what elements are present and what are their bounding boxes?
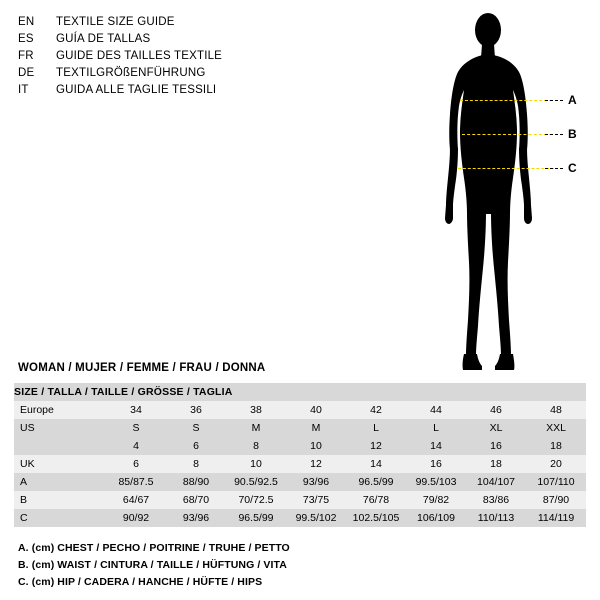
note-hip: C. (cm) HIP / CADERA / HANCHE / HÜFTE / HIPS bbox=[18, 576, 263, 588]
language-code-de: DE bbox=[18, 67, 35, 79]
row-label-b: B bbox=[14, 491, 106, 509]
cell: 73/75 bbox=[286, 491, 346, 509]
cell: 12 bbox=[286, 455, 346, 473]
cell: 14 bbox=[346, 455, 406, 473]
language-text-de: TEXTILGRÖßENFÜHRUNG bbox=[56, 67, 206, 79]
note-waist: B. (cm) WAIST / CINTURA / TAILLE / HÜFTUNG / VITA bbox=[18, 559, 287, 571]
cell: 42 bbox=[346, 401, 406, 419]
measure-line-waist bbox=[462, 134, 552, 135]
measure-leader-a bbox=[545, 100, 563, 101]
table-row bbox=[14, 437, 586, 455]
cell: XL bbox=[466, 419, 526, 437]
size-table bbox=[14, 383, 586, 527]
cell: 40 bbox=[286, 401, 346, 419]
language-row-de bbox=[18, 65, 318, 82]
cell: M bbox=[226, 419, 286, 437]
cell: 88/90 bbox=[166, 473, 226, 491]
cell: 90/92 bbox=[106, 509, 166, 527]
language-code-en: EN bbox=[18, 16, 35, 28]
row-label-us: US bbox=[14, 419, 106, 437]
language-code-fr: FR bbox=[18, 50, 34, 62]
measure-leader-b bbox=[545, 134, 563, 135]
language-row-en bbox=[18, 14, 318, 31]
cell: 106/109 bbox=[406, 509, 466, 527]
cell: 18 bbox=[526, 437, 586, 455]
table-row bbox=[14, 509, 586, 527]
row-label-c: C bbox=[14, 509, 106, 527]
cell: L bbox=[406, 419, 466, 437]
section-title-woman: WOMAN / MUJER / FEMME / FRAU / DONNA bbox=[18, 362, 266, 374]
cell: 64/67 bbox=[106, 491, 166, 509]
cell: 10 bbox=[286, 437, 346, 455]
language-text-es: GUÍA DE TALLAS bbox=[56, 33, 151, 45]
cell: 10 bbox=[226, 455, 286, 473]
cell: S bbox=[166, 419, 226, 437]
table-header-row bbox=[14, 383, 586, 401]
row-label-us-numeric bbox=[14, 437, 106, 455]
cell: XXL bbox=[526, 419, 586, 437]
language-code-es: ES bbox=[18, 33, 34, 45]
table-row bbox=[14, 401, 586, 419]
female-figure-illustration bbox=[400, 8, 590, 378]
cell: 104/107 bbox=[466, 473, 526, 491]
cell: 85/87.5 bbox=[106, 473, 166, 491]
cell: 99.5/102 bbox=[286, 509, 346, 527]
cell: 107/110 bbox=[526, 473, 586, 491]
language-code-it: IT bbox=[18, 84, 29, 96]
measurement-notes bbox=[18, 540, 578, 591]
cell: 96.5/99 bbox=[226, 509, 286, 527]
measure-label-a: A bbox=[568, 93, 577, 107]
cell: 34 bbox=[106, 401, 166, 419]
language-text-en: TEXTILE SIZE GUIDE bbox=[56, 16, 175, 28]
cell: 8 bbox=[226, 437, 286, 455]
cell: 68/70 bbox=[166, 491, 226, 509]
table-row bbox=[14, 473, 586, 491]
language-text-fr: GUIDE DES TAILLES TEXTILE bbox=[56, 50, 223, 62]
language-row-es bbox=[18, 31, 318, 48]
cell: 16 bbox=[406, 455, 466, 473]
measure-label-c: C bbox=[568, 161, 577, 175]
cell: 87/90 bbox=[526, 491, 586, 509]
language-row-fr bbox=[18, 48, 318, 65]
cell: 114/119 bbox=[526, 509, 586, 527]
cell: 79/82 bbox=[406, 491, 466, 509]
language-text-it: GUIDA ALLE TAGLIE TESSILI bbox=[56, 84, 217, 96]
cell: 102.5/105 bbox=[346, 509, 406, 527]
cell: 48 bbox=[526, 401, 586, 419]
cell: M bbox=[286, 419, 346, 437]
language-row-it bbox=[18, 82, 318, 99]
cell: 93/96 bbox=[166, 509, 226, 527]
cell: 12 bbox=[346, 437, 406, 455]
cell: 6 bbox=[106, 455, 166, 473]
cell: 4 bbox=[106, 437, 166, 455]
cell: 38 bbox=[226, 401, 286, 419]
cell: 36 bbox=[166, 401, 226, 419]
table-row bbox=[14, 455, 586, 473]
cell: 16 bbox=[466, 437, 526, 455]
cell: 46 bbox=[466, 401, 526, 419]
measure-line-chest bbox=[460, 100, 552, 101]
cell: 8 bbox=[166, 455, 226, 473]
cell: 99.5/103 bbox=[406, 473, 466, 491]
cell: 76/78 bbox=[346, 491, 406, 509]
cell: L bbox=[346, 419, 406, 437]
row-label-a: A bbox=[14, 473, 106, 491]
cell: 83/86 bbox=[466, 491, 526, 509]
measure-leader-c bbox=[545, 168, 563, 169]
language-header bbox=[18, 14, 318, 99]
cell: S bbox=[106, 419, 166, 437]
cell: 90.5/92.5 bbox=[226, 473, 286, 491]
cell: 20 bbox=[526, 455, 586, 473]
cell: 18 bbox=[466, 455, 526, 473]
cell: 93/96 bbox=[286, 473, 346, 491]
cell: 44 bbox=[406, 401, 466, 419]
cell: 70/72.5 bbox=[226, 491, 286, 509]
cell: 14 bbox=[406, 437, 466, 455]
row-label-europe: Europe bbox=[14, 401, 106, 419]
cell: 110/113 bbox=[466, 509, 526, 527]
note-chest: A. (cm) CHEST / PECHO / POITRINE / TRUHE / PETTO bbox=[18, 542, 290, 554]
measure-label-b: B bbox=[568, 127, 577, 141]
table-row bbox=[14, 491, 586, 509]
cell: 6 bbox=[166, 437, 226, 455]
measure-line-hip bbox=[458, 168, 554, 169]
table-row bbox=[14, 419, 586, 437]
cell: 96.5/99 bbox=[346, 473, 406, 491]
row-label-uk: UK bbox=[14, 455, 106, 473]
table-header-label: SIZE / TALLA / TAILLE / GRÖSSE / TAGLIA bbox=[14, 383, 586, 401]
